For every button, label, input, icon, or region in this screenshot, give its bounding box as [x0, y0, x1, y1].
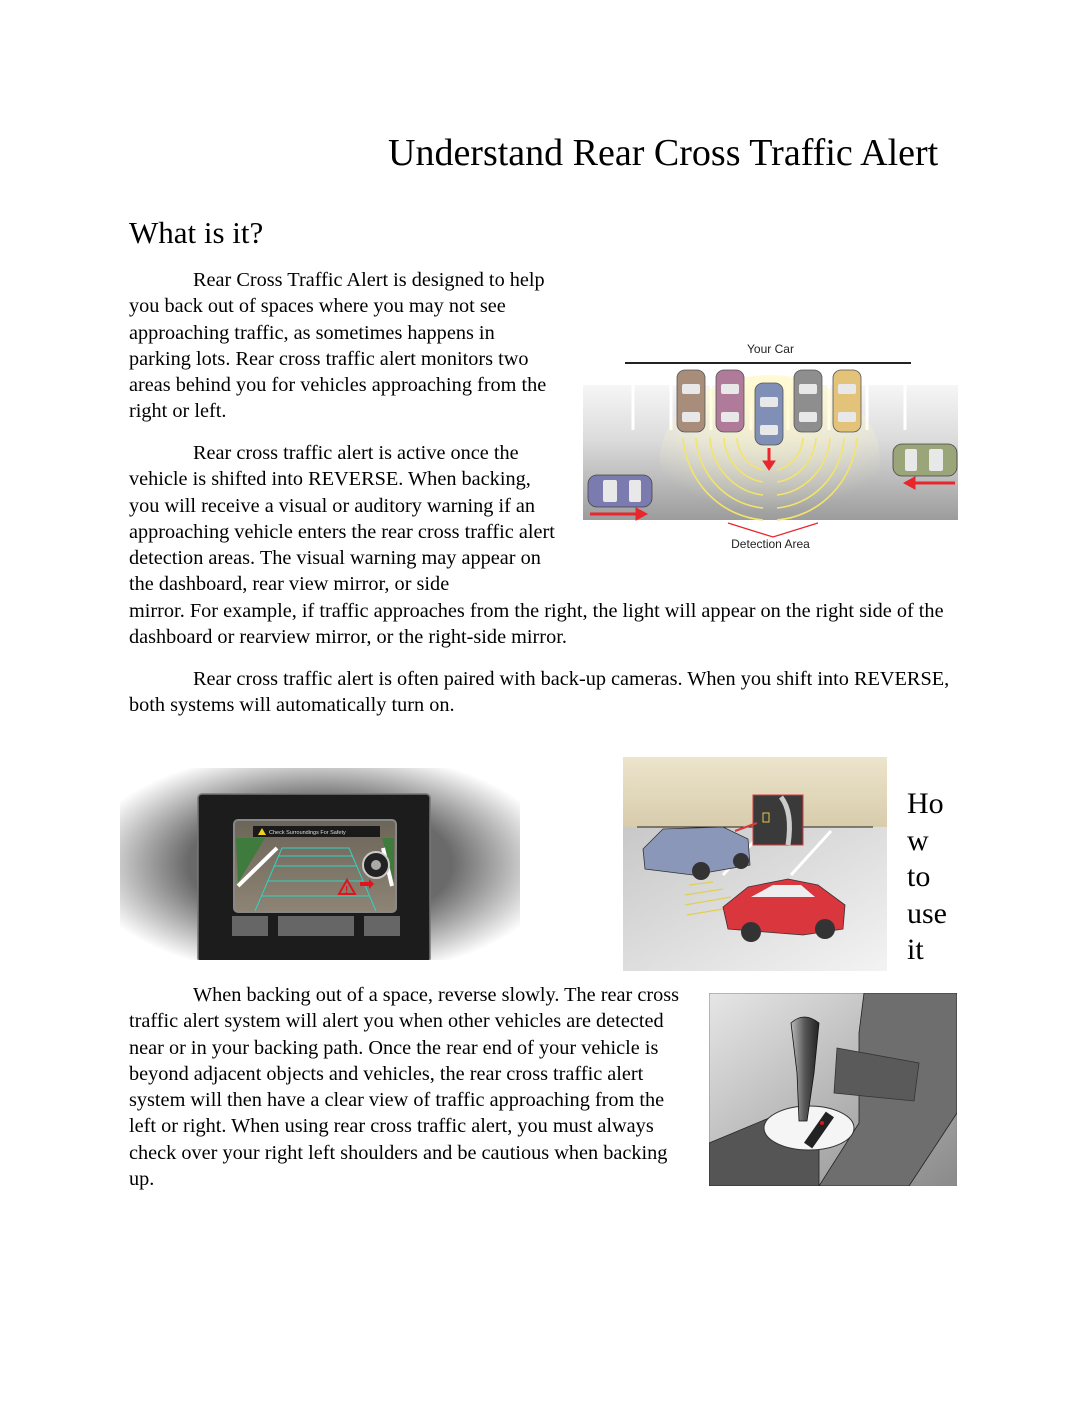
- warning-text: Check Surroundings For Safety: [269, 830, 346, 836]
- heading-line: to: [907, 860, 931, 893]
- gear-shifter-illustration: [709, 993, 957, 1186]
- detection-area-label: Detection Area: [731, 537, 810, 551]
- backing-cars-illustration: [623, 757, 887, 971]
- mirror-inset: [753, 795, 803, 845]
- display-button-center[interactable]: [278, 916, 354, 936]
- paragraph-how-to-use: When backing out of a space, reverse slowly. The rear cross traffic alert system will alert you when other vehicles are detected near or in your backing path. Once the rear end of your vehicle is beyond adjacent objects and vehicles, the rear cross traffic alert system will then have a clear view of traffic approaching from the left or right. When using rear cross traffic alert, you must always check over your right left shoulders and be cautious when backing up.: [129, 984, 679, 1191]
- heading-line: it: [907, 933, 924, 966]
- heading-line: w: [907, 823, 929, 857]
- display-button-right[interactable]: [364, 916, 400, 936]
- your-car-label: Your Car: [747, 342, 794, 356]
- dashboard-display-illustration: [120, 768, 520, 960]
- parked-car-2: [716, 370, 744, 432]
- paragraph-active-reverse-continued: mirror. For example, if traffic approaches from the right, the light will appear on the right side of the dashboard or rearview mirror, or the right-side mirror.: [129, 600, 944, 649]
- heading-line: Ho: [907, 787, 944, 820]
- your-car: [755, 383, 783, 445]
- section-heading-what-is-it: What is it?: [129, 215, 264, 250]
- paragraph-intro: Rear Cross Traffic Alert is designed to help you back out of spaces where you may not see approaching traffic, as sometimes happens in parking lots. Rear cross traffic alert monitors two areas behind you for vehicles approaching from the right or left.: [129, 269, 547, 423]
- parking-lot-illustration: [583, 340, 958, 555]
- parking-detection-diagram: [583, 340, 958, 555]
- paragraph-active-reverse: Rear cross traffic alert is active once the vehicle is shifted into REVERSE. When backing, you will receive a visual or auditory warning if an approaching vehicle enters the rear cross traffic alert detection areas. The visual warning may appear on the dashboard, rear view mirror, or side: [129, 442, 555, 596]
- parked-car-5: [833, 370, 861, 432]
- parked-car-4: [794, 370, 822, 432]
- page-title: Understand Rear Cross Traffic Alert: [388, 132, 939, 174]
- parked-car-1: [677, 370, 705, 432]
- heading-line: use: [907, 896, 947, 930]
- cross-car-left: [588, 475, 652, 507]
- paragraph-backup-cameras: Rear cross traffic alert is often paired with back-up cameras. When you shift into REVERSE, both systems will automatically turn on.: [129, 668, 950, 717]
- cross-car-right: [893, 444, 957, 476]
- svg-text:!: !: [345, 885, 349, 896]
- display-button-left[interactable]: [232, 916, 268, 936]
- reverse-gear-indicator: [820, 1121, 824, 1125]
- section-heading-how-to-use-it: [907, 786, 967, 969]
